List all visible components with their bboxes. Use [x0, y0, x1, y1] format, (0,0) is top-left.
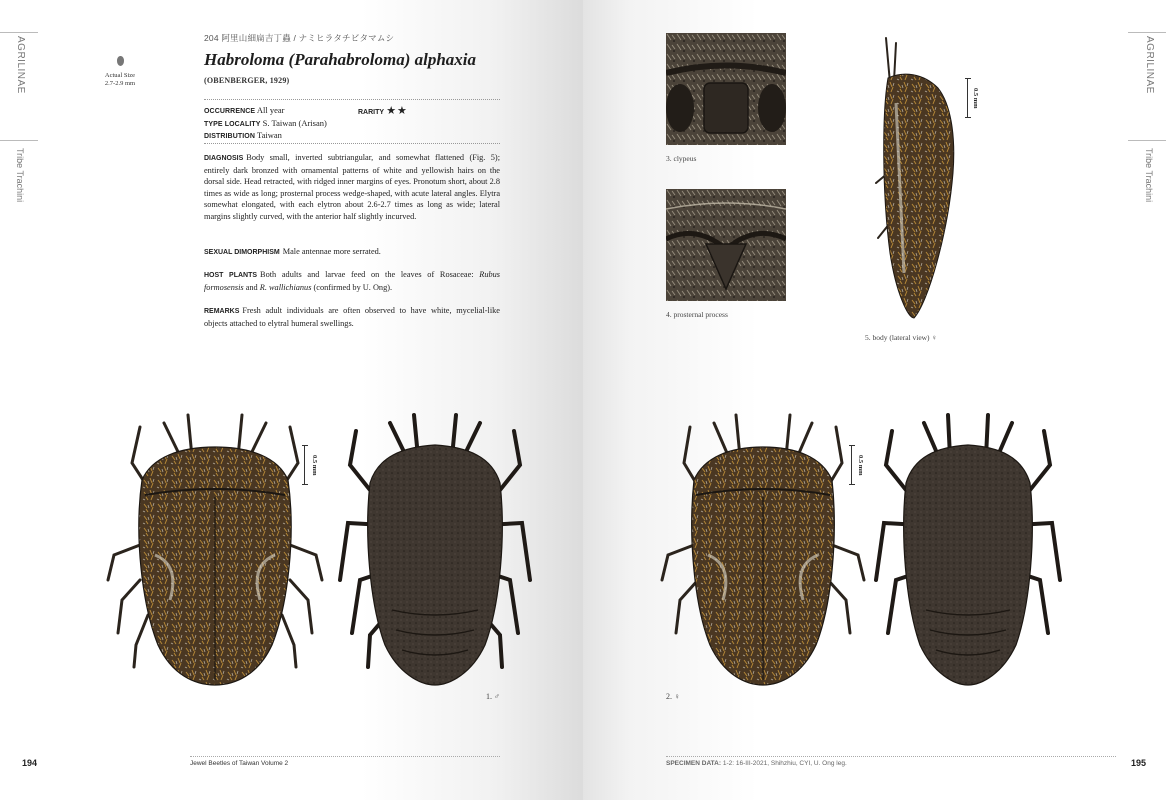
rarity-label: RARITY	[358, 109, 385, 116]
specimen-data: SPECIMEN DATA: 1-2: 16-III-2021, Shihzhiu, CYI, U. Ong leg.	[666, 760, 847, 767]
meta-divider	[204, 143, 500, 144]
figure-1-scale-label: 0.5 mm	[311, 455, 318, 476]
left-page-number: 194	[22, 758, 38, 768]
right-footer-rule	[666, 756, 1116, 757]
right-page	[583, 0, 1166, 800]
distribution-row: DISTRIBUTION Taiwan	[204, 130, 282, 140]
figure-3-clypeus-photo	[666, 33, 786, 145]
occurrence-row: OCCURRENCE All year	[204, 105, 285, 115]
left-footer-rule	[190, 756, 500, 757]
figure-5-scale-bar	[967, 78, 968, 118]
species-title: Habroloma (Parahabroloma) alphaxia	[204, 50, 477, 69]
remarks-paragraph: REMARKS Fresh adult individuals are often observed to have white, mycelial-like objects attached to elytral humeral swellings.	[204, 306, 500, 328]
figure-2-dorsal-female	[658, 405, 868, 690]
right-tribe-tab-label: Tribe Trachini	[1144, 148, 1154, 203]
rarity-row	[358, 104, 408, 117]
figure-4-caption: 4. prosternal process	[666, 310, 728, 319]
diagnosis-paragraph: DIAGNOSIS Body small, inverted subtriangular, and somewhat flattened (Fig. 5); entirely dark bronzed with ornamental patterns of white and yellowish hairs on the dorsal side. Head retracted, with ridged inner margins of eyes. Pronotum short, about 2.8 times as wide as long; prosternal process wedge-shaped, with acute lateral angles. Elytra somewhat elongated, with each elytron about 2.6-2.7 times as long as wide; lateral margins slightly curved, with the anterior half slightly incurved.	[204, 153, 500, 221]
section-tab-label: AGRILINAE	[15, 36, 26, 94]
sexual-dimorphism-paragraph: SEXUAL DIMORPHISM Male antennae more serrated.	[204, 247, 381, 256]
figure-2-ventral-female	[868, 405, 1068, 690]
type-locality-row: TYPE LOCALITY S. Taiwan (Arisan)	[204, 117, 327, 128]
figure-5-scale-label: 0.5 mm	[972, 88, 979, 109]
host-plants-paragraph: HOST PLANTS Both adults and larvae feed on the leaves of Rosaceae: Rubus formosensis and R. wallichianus (confirmed by U. Ong).	[204, 270, 501, 292]
species-meta	[204, 105, 327, 143]
running-head: 204 阿里山細扁吉丁蟲 / ナミヒラタチビタマムシ	[204, 33, 395, 43]
figure-1-dorsal-male	[100, 405, 330, 690]
right-tab-mid-rule	[1128, 140, 1166, 141]
right-tab-top-rule	[1128, 32, 1166, 33]
figure-3-caption: 3. clypeus	[666, 154, 697, 163]
figure-1-scale-bar	[304, 445, 305, 485]
actual-size-label: Actual Size	[104, 72, 136, 79]
tab-mid-rule	[0, 140, 38, 141]
actual-size-block	[98, 56, 142, 88]
figure-5-caption: 5. body (lateral view) ♀	[865, 333, 938, 342]
figure-2-scale-label: 0.5 mm	[857, 455, 864, 476]
figure-2-caption: 2. ♀	[666, 692, 680, 701]
figure-5-lateral-view-photo	[868, 33, 968, 323]
right-page-number: 195	[1131, 758, 1147, 768]
species-authority: (OBENBERGER, 1929)	[204, 76, 290, 85]
left-footer-title: Jewel Beetles of Taiwan Volume 2	[190, 760, 289, 767]
tribe-tab-label: Tribe Trachini	[15, 148, 25, 203]
tab-top-rule	[0, 32, 38, 33]
figure-1-ventral-male	[330, 405, 540, 690]
right-section-tab-label: AGRILINAE	[1144, 36, 1155, 94]
figure-4-prosternal-process-photo	[666, 189, 786, 301]
header-divider	[204, 99, 500, 100]
beetle-silhouette-icon	[117, 56, 124, 66]
rarity-stars: ★★	[386, 105, 408, 117]
actual-size-value: 2.7-2.9 mm	[104, 80, 136, 88]
figure-2-scale-bar	[851, 445, 852, 485]
figure-1-caption: 1. ♂	[486, 692, 500, 701]
